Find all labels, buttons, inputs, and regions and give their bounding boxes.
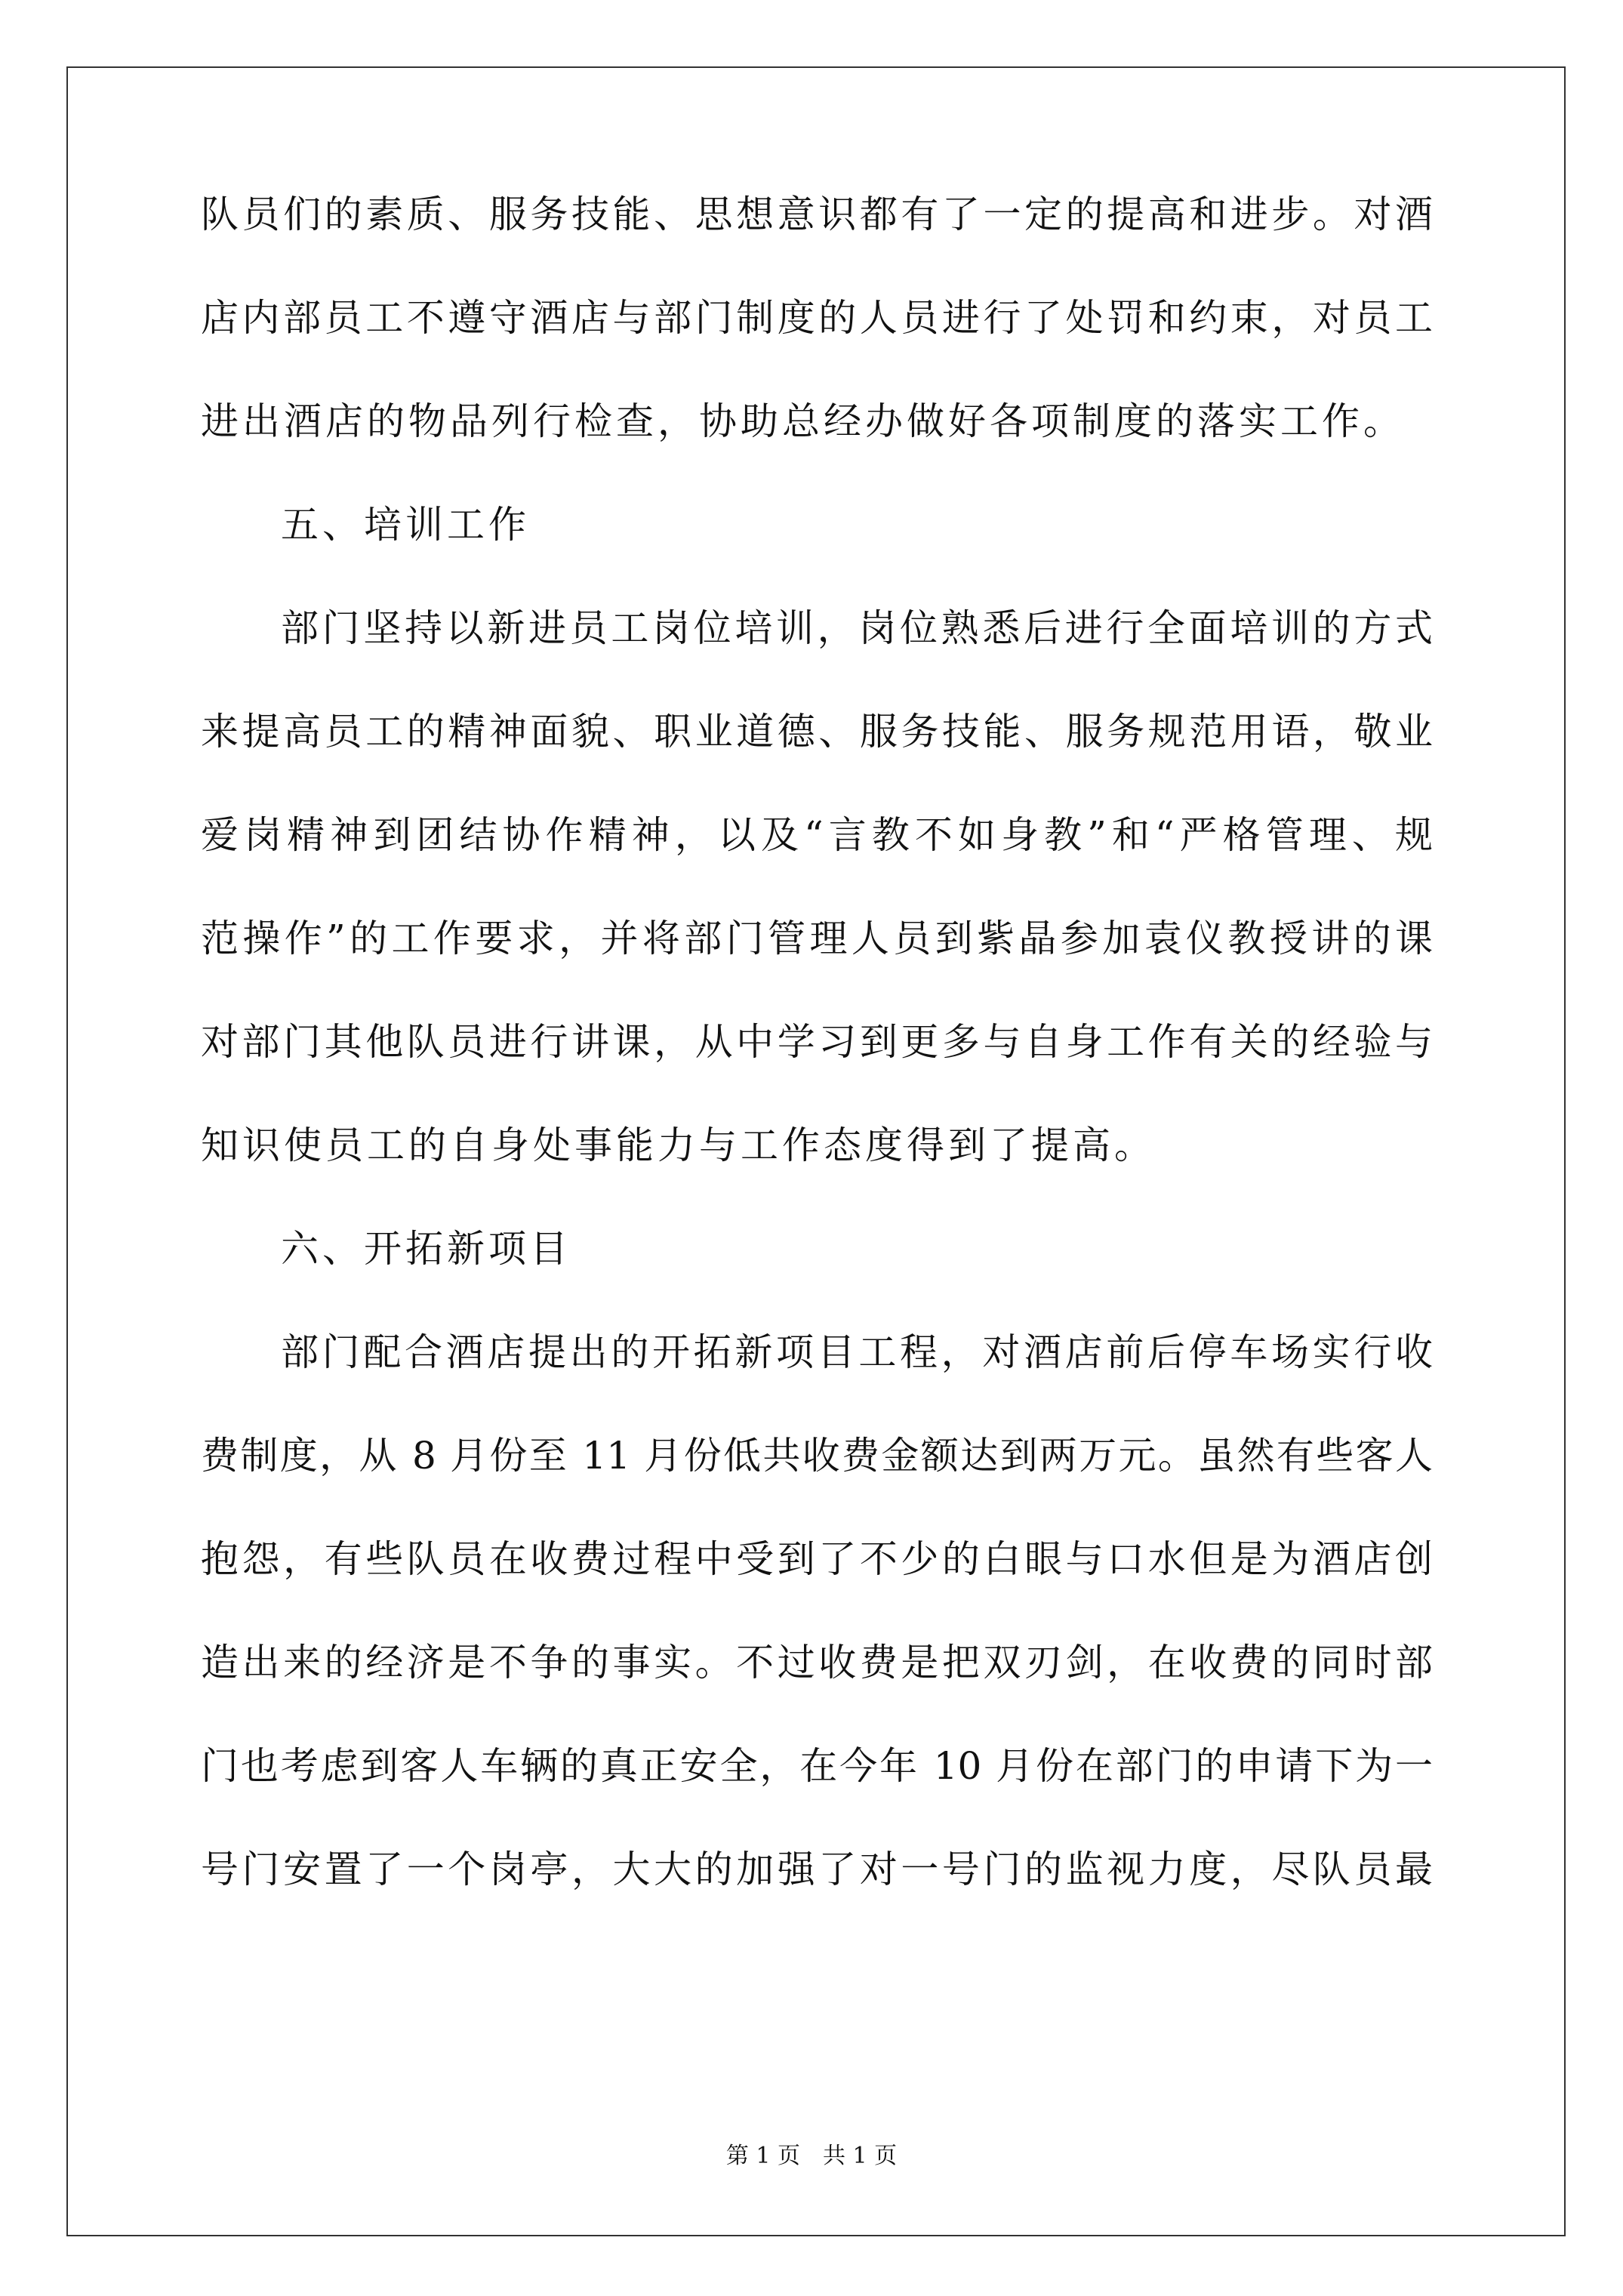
paragraph-line: 进出酒店的物品列行检查，协助总经办做好各项制度的落实工作。 bbox=[201, 399, 1405, 443]
paragraph-line: 来提高员工的精神面貌、职业道德、服务技能、服务规范用语，敬业 bbox=[201, 710, 1433, 754]
paragraph-line: 对部门其他队员进行讲课，从中学习到更多与自身工作有关的经验与 bbox=[201, 1020, 1433, 1064]
paragraph-line: 抱怨，有些队员在收费过程中受到了不少的白眼与口水但是为酒店创 bbox=[201, 1537, 1433, 1581]
paragraph-line: 爱岗精神到团结协作精神，以及“言教不如身教”和“严格管理、规 bbox=[201, 813, 1433, 857]
paragraph-line: 知识使员工的自身处事能力与工作态度得到了提高。 bbox=[201, 1123, 1156, 1167]
page-number: 第 1 页 bbox=[725, 2143, 800, 2169]
section-heading: 六、开拓新项目 bbox=[281, 1227, 571, 1271]
paragraph-line: 店内部员工不遵守酒店与部门制度的人员进行了处罚和约束，对员工 bbox=[201, 296, 1433, 340]
paragraph-line: 队员们的素质、服务技能、思想意识都有了一定的提高和进步。对酒 bbox=[201, 193, 1433, 236]
page-total: 共 1 页 bbox=[823, 2143, 898, 2169]
paragraph-line: 门也考虑到客人车辆的真正安全，在今年 10 月份在部门的申请下为一 bbox=[201, 1744, 1433, 1788]
paragraph-line: 范操作”的工作要求，并将部门管理人员到紫晶参加袁仪教授讲的课 bbox=[201, 917, 1433, 960]
paragraph-line: 号门安置了一个岗亭，大大的加强了对一号门的监视力度，尽队员最 bbox=[201, 1848, 1433, 1891]
paragraph-line: 部门配合酒店提出的开拓新项目工程，对酒店前后停车场实行收 bbox=[281, 1330, 1433, 1374]
paragraph-line: 造出来的经济是不争的事实。不过收费是把双刃剑，在收费的同时部 bbox=[201, 1641, 1433, 1684]
section-heading: 五、培训工作 bbox=[281, 503, 530, 547]
paragraph-line: 部门坚持以新进员工岗位培训，岗位熟悉后进行全面培训的方式 bbox=[281, 606, 1433, 650]
page-footer bbox=[0, 2143, 1623, 2170]
paragraph-line: 费制度，从 8 月份至 11 月份低共收费金额达到两万元。虽然有些客人 bbox=[201, 1434, 1433, 1478]
